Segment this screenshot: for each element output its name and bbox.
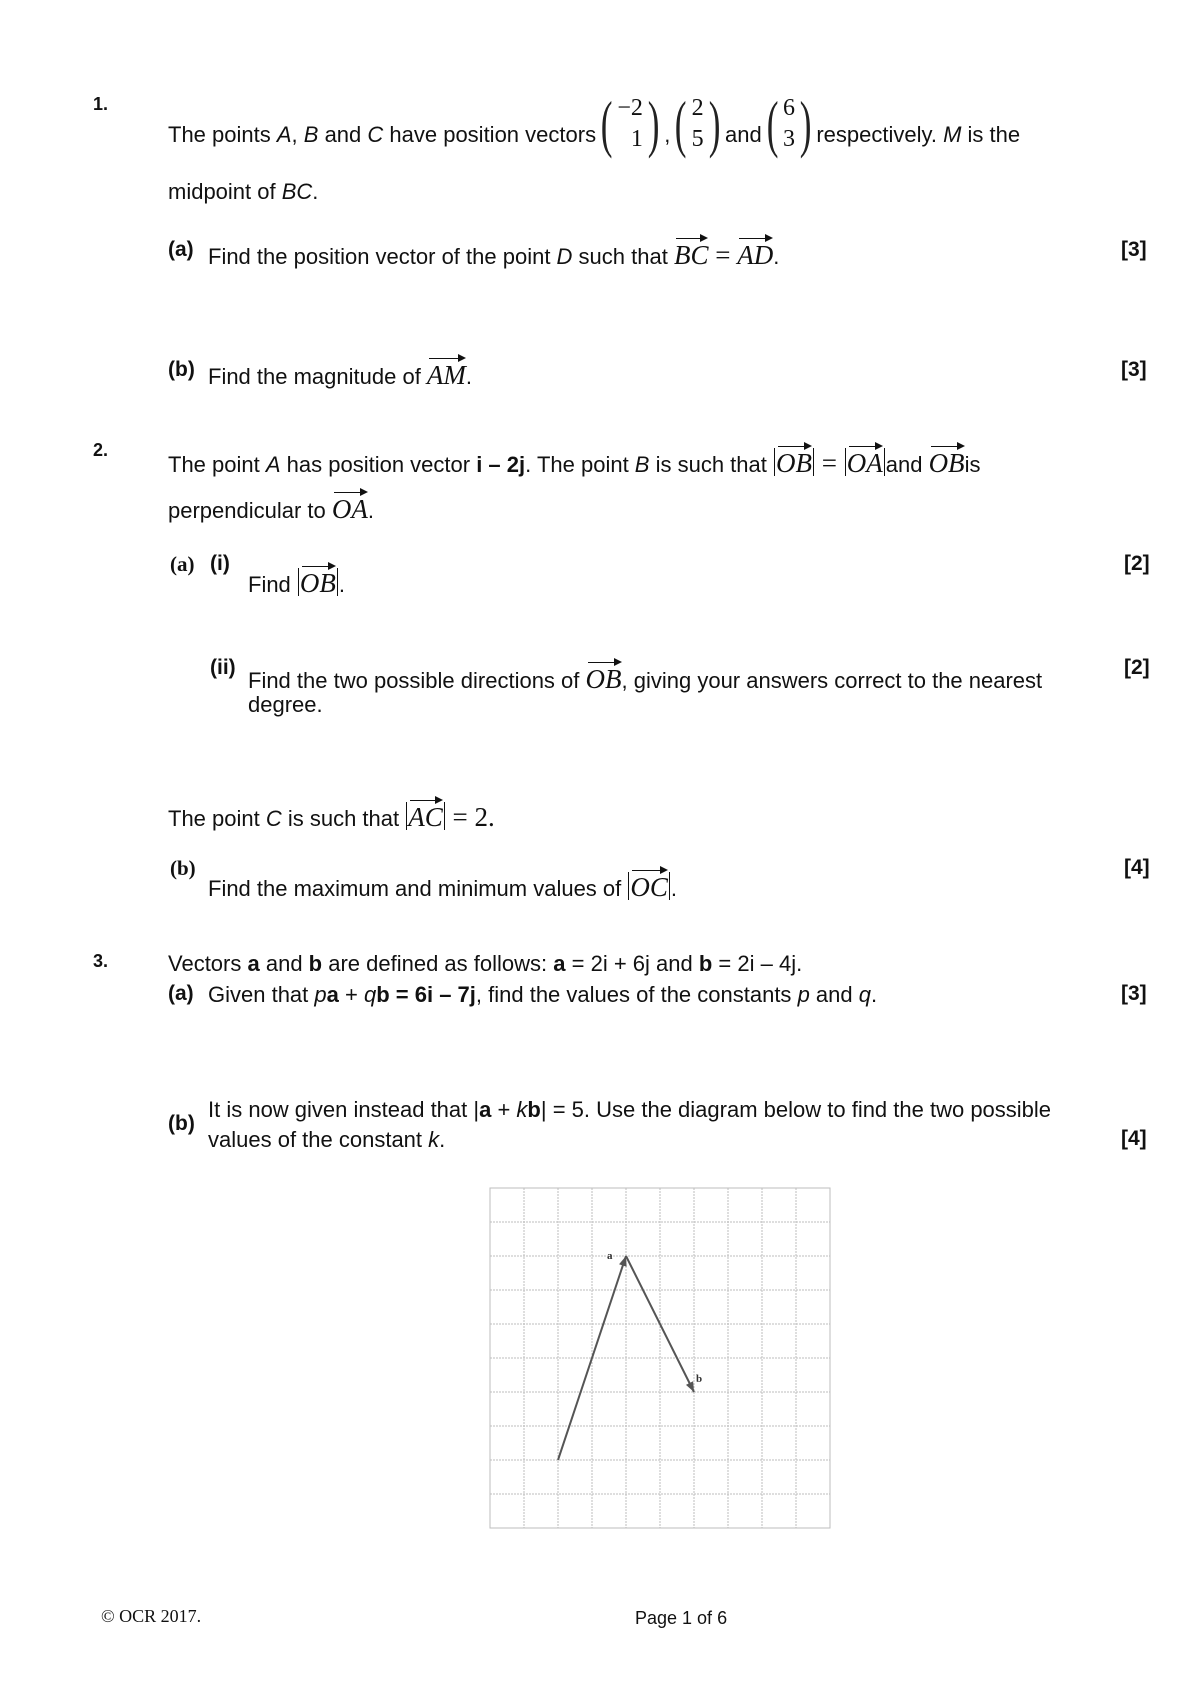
vector-b: b xyxy=(527,1097,541,1122)
vector-a: a xyxy=(247,951,260,976)
text: have position vectors xyxy=(383,122,597,147)
part-3b-marks: [4] xyxy=(1121,1127,1147,1150)
column-vector-c: ( 6 3 ) xyxy=(766,88,812,159)
question-1-intro-line2 xyxy=(168,179,318,205)
text: such that xyxy=(572,244,674,269)
text: It is now given instead that | xyxy=(208,1097,480,1122)
text: values of the constant xyxy=(208,1127,429,1152)
text: . xyxy=(871,982,878,1007)
part-2ai-marks: [2] xyxy=(1124,552,1150,575)
text: + xyxy=(491,1097,517,1122)
part-3a-text xyxy=(208,982,877,1008)
text: is xyxy=(964,452,981,477)
question-2-intro-line2 xyxy=(168,486,374,525)
part-3a-marks: [3] xyxy=(1121,982,1147,1005)
part-2aii-text xyxy=(248,656,1042,695)
constant-q: q xyxy=(858,982,871,1007)
footer-page-number: Page 1 of 6 xyxy=(635,1608,728,1628)
question-1-intro xyxy=(168,88,1021,159)
vector-b-label: b xyxy=(696,1373,703,1385)
text: Find xyxy=(248,572,297,597)
vector-b: b xyxy=(308,951,323,976)
part-2b-label: (b) xyxy=(170,856,196,880)
vector-grid-diagram xyxy=(488,1186,832,1530)
constant-k: k xyxy=(428,1127,440,1152)
point-b: B xyxy=(303,122,319,147)
vector-b: b xyxy=(698,951,713,976)
point-c: C xyxy=(265,806,282,831)
text: + xyxy=(338,982,364,1007)
text: . xyxy=(338,572,346,597)
text: . xyxy=(773,244,780,269)
part-2aii-label: (ii) xyxy=(210,656,236,679)
text: . xyxy=(670,876,678,901)
text: = 6i – 7j xyxy=(389,982,476,1007)
constant-p: p xyxy=(314,982,327,1007)
part-2ai-label: (i) xyxy=(210,552,230,575)
part-2aii-marks: [2] xyxy=(1124,656,1150,679)
question-2-number: 2. xyxy=(93,440,109,460)
segment-bc: BC xyxy=(281,179,313,204)
vector-a: a xyxy=(479,1097,492,1122)
text: = 2i – 4j. xyxy=(712,951,803,976)
point-a: A xyxy=(276,122,292,147)
text: Find the position vector of the point xyxy=(208,244,557,269)
text: = 2i + 6j and xyxy=(565,951,699,976)
footer-copyright: © OCR 2017. xyxy=(101,1606,202,1626)
vector-entry: 6 xyxy=(783,94,796,121)
column-vector-a: ( −2 1 ) xyxy=(600,88,660,159)
text: is the xyxy=(961,122,1021,147)
equals: = xyxy=(815,448,844,478)
vector-entry: 3 xyxy=(783,126,796,152)
part-1b-marks: [3] xyxy=(1121,358,1147,381)
text: . xyxy=(312,179,319,204)
text: | = 5. Use the diagram below to find the two possible xyxy=(540,1097,1052,1122)
part-1a-marks: [3] xyxy=(1121,238,1147,261)
text: has position vector xyxy=(280,452,477,477)
vector-a-arrowhead xyxy=(619,1256,627,1267)
question-2-point-c xyxy=(168,794,495,833)
text: and xyxy=(724,122,762,147)
text: . xyxy=(367,498,375,523)
point-c: C xyxy=(367,122,384,147)
constant-p: p xyxy=(797,982,810,1007)
question-1-number: 1. xyxy=(93,94,109,114)
text: and xyxy=(885,452,929,477)
text: and xyxy=(318,122,368,147)
text: Vectors xyxy=(168,951,248,976)
text: midpoint of xyxy=(168,179,282,204)
text: perpendicular to xyxy=(168,498,332,523)
vector-am: AM xyxy=(427,352,466,391)
position-vector-a: i – 2j xyxy=(476,452,526,477)
vector-b: b xyxy=(376,982,390,1007)
text: and xyxy=(259,951,309,976)
text: . xyxy=(465,364,473,389)
text: Find the maximum and minimum values of xyxy=(208,876,628,901)
point-b: B xyxy=(634,452,650,477)
text: . xyxy=(439,1127,446,1152)
point-d: D xyxy=(556,244,573,269)
text: Given that xyxy=(208,982,315,1007)
vector-ac: AC xyxy=(408,794,443,833)
constant-k: k xyxy=(516,1097,528,1122)
vector-ob: OB xyxy=(929,440,965,479)
vector-ob: OB xyxy=(586,656,622,695)
question-3-intro xyxy=(168,951,802,977)
part-2aii-text-line2: degree. xyxy=(248,692,323,717)
vector-ob: OB xyxy=(776,440,812,479)
equals: = xyxy=(708,240,738,270)
part-1b-text xyxy=(208,352,472,391)
part-3b-label: (b) xyxy=(168,1112,195,1135)
vector-a: a xyxy=(553,951,566,976)
vector-a-label: a xyxy=(607,1250,613,1262)
part-1a-text xyxy=(208,232,779,271)
vector-b-arrowhead xyxy=(686,1381,694,1392)
part-2b-text xyxy=(208,864,677,903)
vector-ad: AD xyxy=(737,232,773,271)
text: is such that xyxy=(281,806,406,831)
text: The point xyxy=(168,452,266,477)
text: Find the two possible directions of xyxy=(248,668,586,693)
part-3b-text xyxy=(208,1097,1051,1123)
part-2ai-text xyxy=(248,560,345,599)
text: Find the magnitude of xyxy=(208,364,427,389)
part-1a-label: (a) xyxy=(168,238,194,261)
text: , xyxy=(291,122,304,147)
vector-oc: OC xyxy=(630,864,668,903)
grid-lines xyxy=(490,1188,830,1528)
text: is such that xyxy=(649,452,773,477)
part-3a-label: (a) xyxy=(168,982,194,1005)
vector-bc: BC xyxy=(674,232,709,271)
text: , giving your answers correct to the nearest xyxy=(621,668,1043,693)
text: , xyxy=(664,122,671,147)
text: , find the values of the constants xyxy=(475,982,798,1007)
vector-ob: OB xyxy=(300,560,336,599)
text: The points xyxy=(168,122,277,147)
question-3-number: 3. xyxy=(93,951,109,971)
vector-entry: −2 xyxy=(617,94,643,121)
point-m: M xyxy=(943,122,962,147)
question-2-intro xyxy=(168,440,980,479)
equals-two: = 2. xyxy=(445,802,495,832)
text: The point xyxy=(168,806,266,831)
column-vector-b: ( 2 5 ) xyxy=(675,88,721,159)
vector-oa: OA xyxy=(332,486,368,525)
vector-entry: 2 xyxy=(691,94,704,121)
text: are defined as follows: xyxy=(322,951,554,976)
text: and xyxy=(809,982,859,1007)
part-2b-marks: [4] xyxy=(1124,856,1150,879)
vector-oa: OA xyxy=(847,440,883,479)
part-1b-label: (b) xyxy=(168,358,195,381)
constant-q: q xyxy=(363,982,377,1007)
point-a: A xyxy=(265,452,281,477)
part-2a-label: (a) xyxy=(170,552,195,576)
text: . The point xyxy=(525,452,635,477)
vector-entry: 1 xyxy=(630,126,643,152)
vector-entry: 5 xyxy=(691,126,704,152)
vector-a: a xyxy=(326,982,339,1007)
part-3b-text-line2 xyxy=(208,1127,445,1153)
text: respectively. xyxy=(816,122,944,147)
